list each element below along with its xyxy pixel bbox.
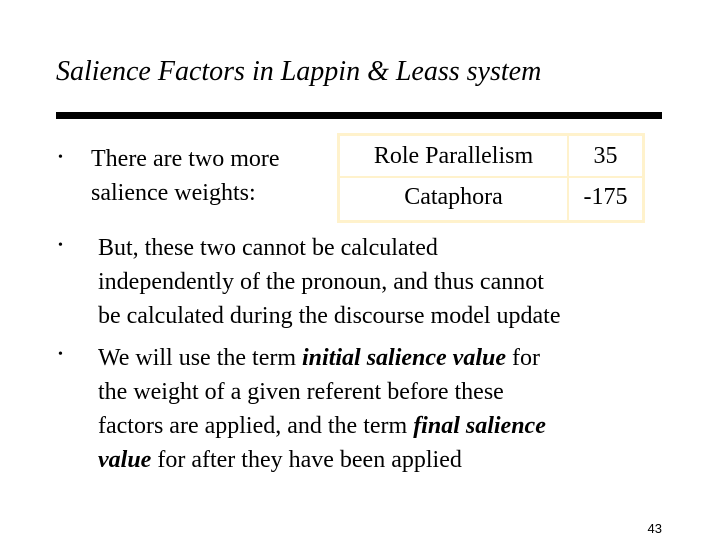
term-initial-salience-value: initial salience value <box>302 345 507 371</box>
bullet-2-line: be calculated during the discourse model update <box>98 303 561 329</box>
title-rule <box>56 112 662 119</box>
bullet-1-line: There are two more <box>91 146 280 172</box>
bullet-2-text <box>98 231 561 333</box>
bullet-1-line: salience weights: <box>91 180 256 206</box>
slide-title: Salience Factors in Lappin & Leass system <box>56 56 542 87</box>
bullet-2-line: But, these two cannot be calculated <box>98 235 438 261</box>
term-value: value <box>98 447 152 473</box>
bullet-marker-1: • <box>58 150 63 165</box>
bullet-3-line <box>98 341 546 375</box>
bullet-1-text <box>91 142 280 210</box>
table-cell-factor: Role Parallelism <box>373 143 534 169</box>
bullet-3-line <box>98 409 546 443</box>
bullet-marker-3: • <box>58 347 63 362</box>
table-cell-weight: 35 <box>593 143 618 169</box>
bullet-marker-2: • <box>58 238 63 253</box>
bullet-3-line: the weight of a given referent before these <box>98 379 504 405</box>
bullet-2-line: independently of the pronoun, and thus cannot <box>98 269 544 295</box>
bullet-3-text <box>98 341 546 477</box>
bullet-3-line <box>98 443 546 477</box>
slide-number: 43 <box>647 521 662 536</box>
bullet-3-text-run: We will use the term <box>98 345 303 371</box>
table-cell-weight: -175 <box>583 184 628 210</box>
term-final-salience: final salience <box>413 413 546 439</box>
bullet-3-text-run: for <box>506 345 540 371</box>
bullet-3-text-run: factors are applied, and the term <box>98 413 414 439</box>
bullet-3-text-run: for after they have been applied <box>151 447 462 473</box>
table-cell-factor: Cataphora <box>404 184 503 210</box>
